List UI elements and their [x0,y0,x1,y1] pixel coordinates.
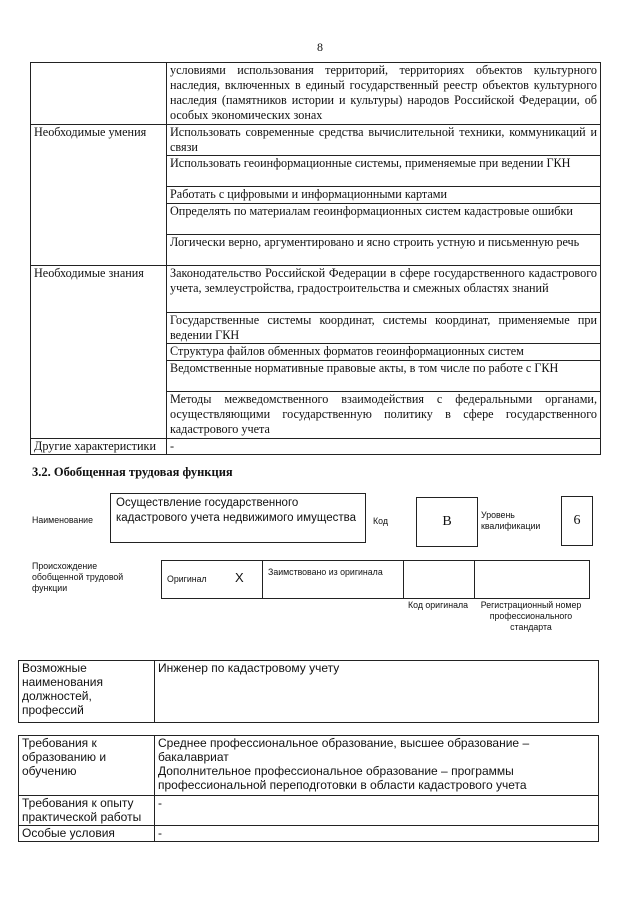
positions-label: Возможные наименования должностей, профессий [19,661,155,723]
education-label: Требования к образованию и обучению [19,736,155,796]
reg-number-cell [474,560,590,599]
positions-table [18,660,599,723]
positions-value: Инженер по кадастровому учету [155,661,599,723]
table-row [19,826,599,842]
requirements-table [18,735,599,842]
skill-item: Определять по материалам геоинформационных систем кадастровые ошибки [167,204,601,235]
table-row [31,125,601,156]
original-mark: X [235,570,244,585]
knowledge-item: Ведомственные нормативные правовые акты, в том числе по работе с ГКН [167,361,601,392]
knowledge-item: Методы межведомственного взаимодействия с федеральными органами, осуществляющими государственную политику в сфере государственного кадастрового учета [167,392,601,439]
skill-item: Использовать геоинформационные системы, применяемые при ведении ГКН [167,156,601,187]
orig-code-cell [403,560,475,599]
code-value: B [416,497,478,547]
table-row [31,439,601,455]
borrowed-cell [262,560,404,599]
code-label: Код [373,516,388,526]
function-name-value: Осуществление государственного кадастрового учета недвижимого имущества [110,493,366,543]
table-row [19,661,599,723]
table-row [19,796,599,826]
level-value: 6 [561,496,593,546]
conditions-value: - [155,826,599,842]
skill-item: Использовать современные средства вычислительной техники, коммуникаций и связи [167,125,601,156]
knowledge-item: Структура файлов обменных форматов геоинформационных систем [167,344,601,361]
level-label: Уровень квалификации [481,510,541,531]
original-cell [161,560,263,599]
continued-text: условиями использования территорий, территориях объектов культурного наследия, включенных в единый государственный реестр объектов культурного наследия (памятников истории и культуры) народов Российской Федерации, об особых экономических зонах [167,63,601,125]
competency-table [30,62,601,455]
skill-item: Логически верно, аргументировано и ясно строить устную и письменную речь [167,235,601,266]
table-row [31,63,601,125]
education-value [155,736,599,796]
other-value: - [167,439,601,455]
skills-label: Необходимые умения [31,125,167,266]
other-label: Другие характеристики [31,439,167,455]
education-line: Дополнительное профессиональное образование – программы профессиональной переподготовки в области кадастрового учета [158,764,527,792]
origin-label: Происхождение обобщенной трудовой функции [32,561,124,593]
reg-number-caption: Регистрационный номер профессионального стандарта [480,600,582,632]
experience-label: Требования к опыту практической работы [19,796,155,826]
knowledge-label: Необходимые знания [31,266,167,439]
table-row [31,266,601,313]
section-title: 3.2. Обобщенная трудовая функция [32,465,233,479]
row-label-empty [31,63,167,125]
education-line: Среднее профессиональное образование, высшее образование – бакалавриат [158,736,530,764]
table-row [19,736,599,796]
knowledge-item: Государственные системы координат, системы координат, применяемые при ведении ГКН [167,313,601,344]
experience-value: - [155,796,599,826]
conditions-label: Особые условия [19,826,155,842]
page-number: 8 [317,40,323,54]
name-label: Наименование [32,515,93,525]
orig-code-caption: Код оригинала [408,600,468,610]
skill-item: Работать с цифровыми и информационными картами [167,187,601,204]
original-label: Оригинал [167,574,207,584]
knowledge-item: Законодательство Российской Федерации в сфере государственного кадастрового учета, землеустройства, градостроительства и смежных областях знаний [167,266,601,313]
borrowed-label: Заимствовано из оригинала [268,567,383,577]
